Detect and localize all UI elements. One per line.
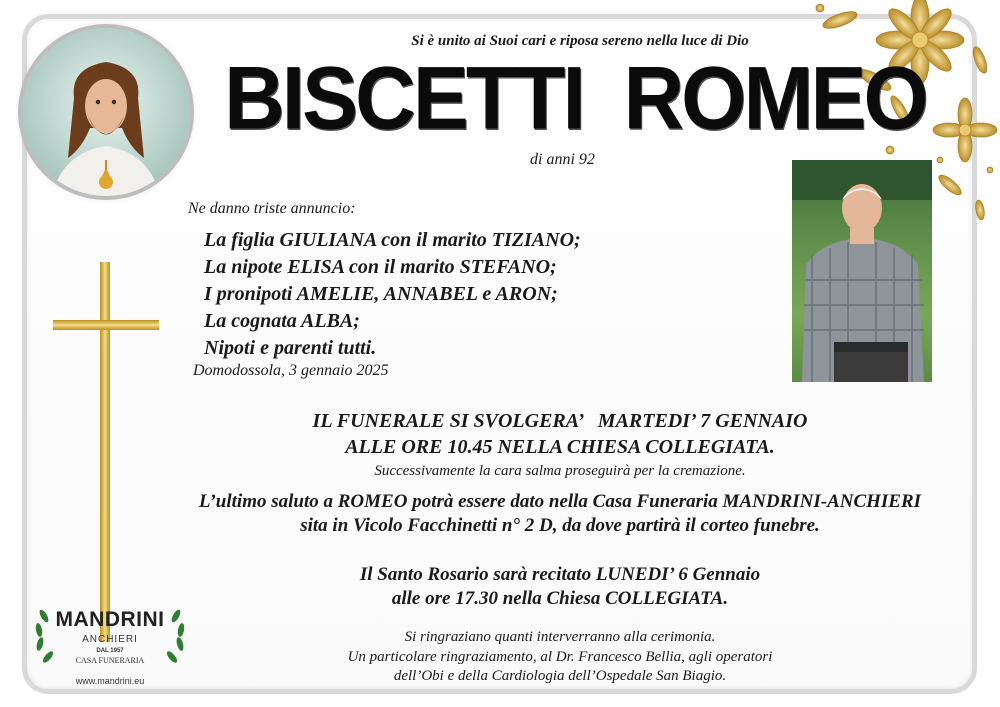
logo-brand: MANDRINI [55, 608, 165, 631]
logo-url: www.mandrini.eu [75, 676, 145, 686]
relatives-list [204, 227, 764, 362]
cremation-note: Successivamente la cara salma proseguirà per la cremazione. [374, 463, 746, 479]
thanks-line-3: dell’Obi e della Cardiologia dell’Ospedale San Biagio. [393, 668, 727, 684]
relative-line: La nipote ELISA con il marito STEFANO; [204, 256, 557, 278]
age-label: di anni 92 [530, 151, 595, 168]
intro-line: Si è unito ai Suoi cari e riposa sereno nella luce di Dio [411, 33, 749, 49]
announcement-lead: Ne danno triste annuncio: [188, 200, 356, 217]
man-portrait-icon [792, 160, 932, 382]
sacred-heart-medallion [22, 28, 190, 196]
relative-line: I pronipoti AMELIE, ANNABEL e ARON; [204, 283, 558, 305]
logo-type: CASA FUNERARIA [75, 656, 145, 665]
jesus-portrait-icon [22, 28, 190, 196]
funeral-line-1: IL FUNERALE SI SVOLGERA’ MARTEDI’ 7 GENNAIO [312, 410, 808, 432]
funeral-home-logo [30, 598, 190, 690]
relative-line: La figlia GIULIANA con il marito TIZIANO; [204, 229, 581, 251]
relative-line: Nipoti e parenti tutti. [204, 337, 377, 359]
funeral-line-2: ALLE ORE 10.45 NELLA CHIESA COLLEGIATA. [345, 436, 775, 458]
deceased-name: BISCETTI ROMEO [224, 48, 926, 148]
relative-line: La cognata ALBA; [204, 310, 360, 332]
rosary-line-2: alle ore 17.30 nella Chiesa COLLEGIATA. [391, 588, 729, 609]
deceased-photo [792, 160, 932, 382]
place-date: Domodossola, 3 gennaio 2025 [193, 362, 389, 379]
cross-icon [50, 262, 162, 642]
farewell-line-2: sita in Vicolo Facchinetti n° 2 D, da dove partirà il corteo funebre. [300, 515, 820, 536]
logo-sub: ANCHIERI [82, 634, 138, 645]
rosary-line-1: Il Santo Rosario sarà recitato LUNEDI’ 6 Gennaio [359, 564, 761, 585]
thanks-line-2: Un particolare ringraziamento, al Dr. Francesco Bellia, agli operatori [347, 649, 773, 665]
farewell-line-1: L’ultimo saluto a ROMEO potrà essere dato nella Casa Funeraria MANDRINI-ANCHIERI [198, 491, 922, 512]
thanks-line-1: Si ringraziano quanti interverranno alla cerimonia. [404, 629, 716, 645]
logo-since: DAL 1957 [96, 648, 124, 654]
